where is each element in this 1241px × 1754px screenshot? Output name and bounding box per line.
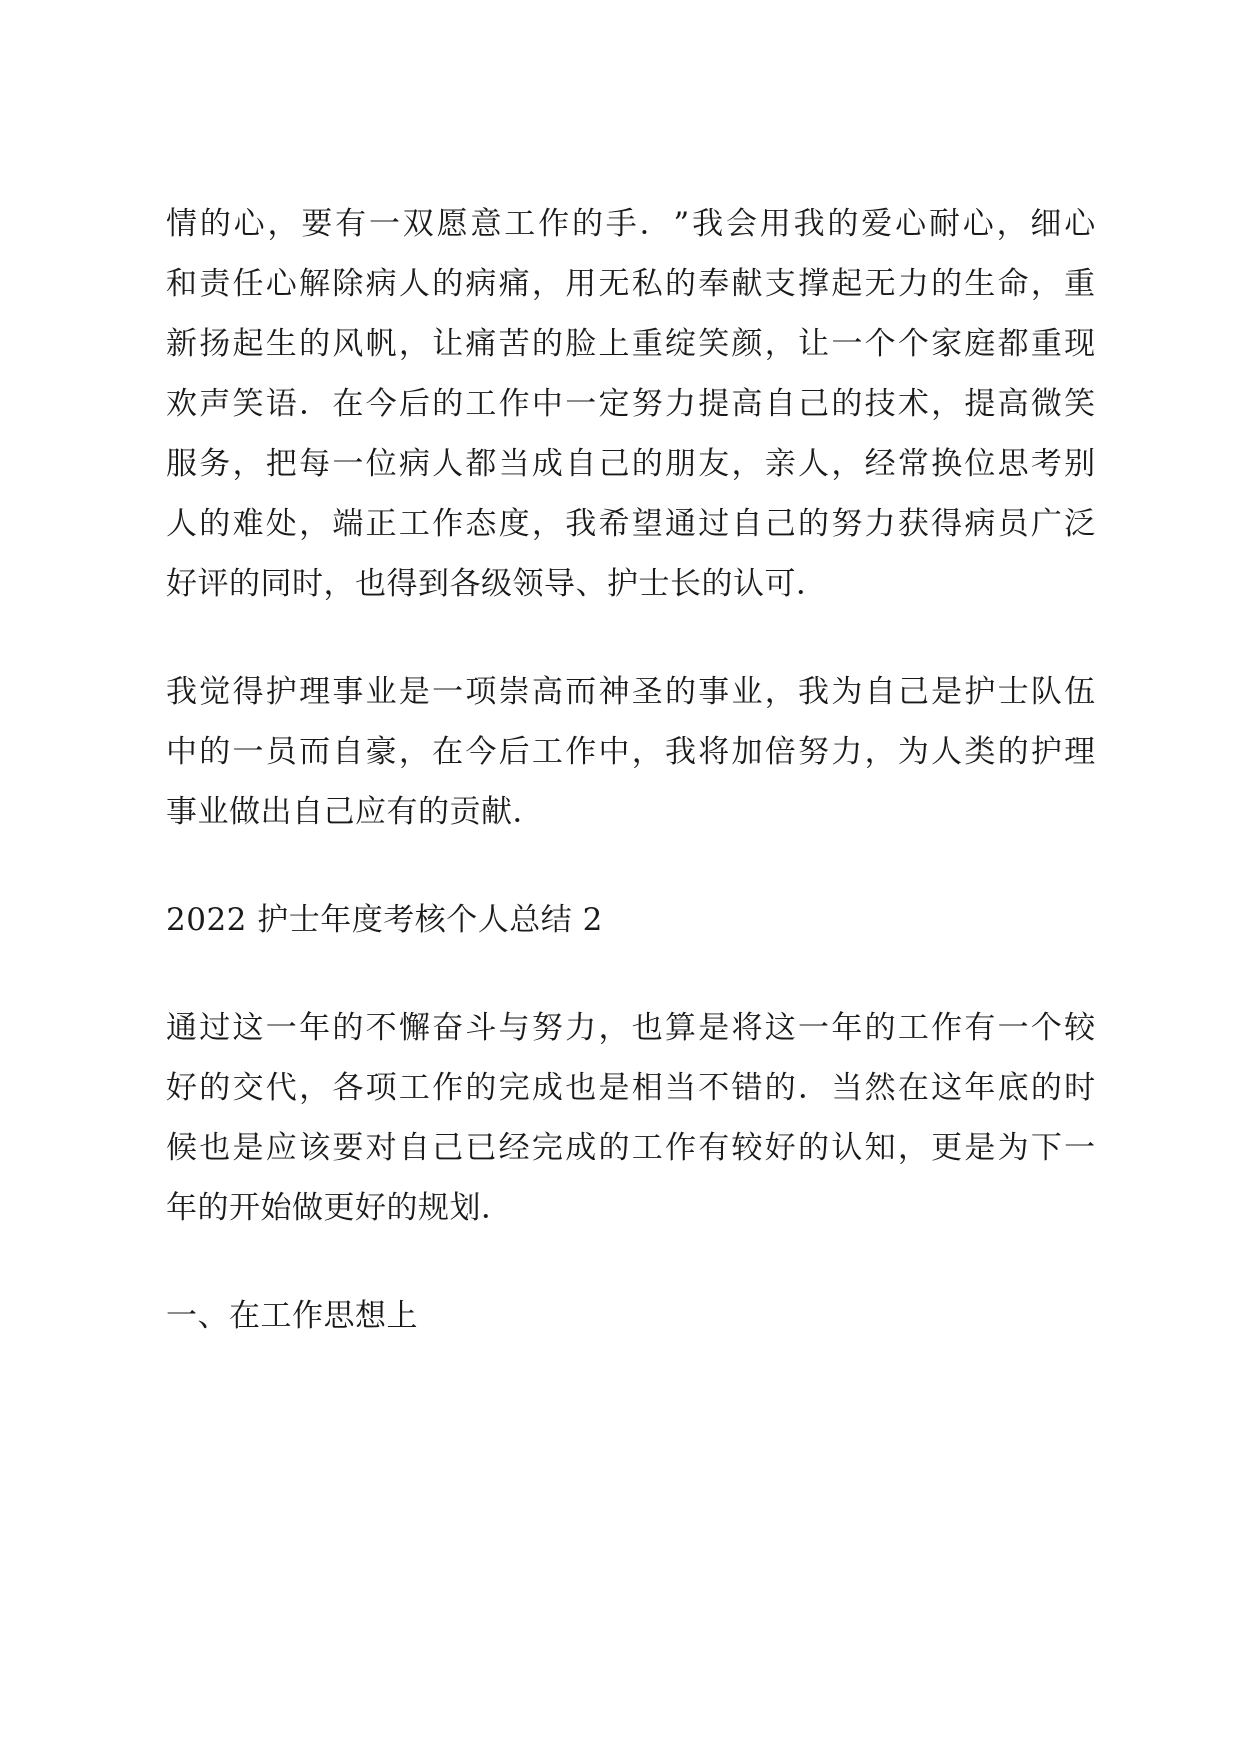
paragraph-line: 和 责 任 心 解 除 病 人 的 病 痛 ， 用 无 私 的 奉 献 支 撑 起 无 力 的 生 命 ， 重 (166, 266, 1096, 302)
paragraph-line: 我 觉 得 护 理 事 业 是 一 项 崇 高 而 神 圣 的 事 业 ， 我 为 自 己 是 护 士 队 伍 (166, 674, 1096, 710)
paragraph-line: 新 扬 起 生 的 风 帆 ， 让 痛 苦 的 脸 上 重 绽 笑 颜 ， 让 一 个 个 家 庭 都 重 现 (166, 326, 1096, 362)
paragraph-line: 候 也 是 应 该 要 对 自 己 已 经 完 成 的 工 作 有 较 好 的 认 知 ， 更 是 为 下 一 (166, 1130, 1096, 1166)
paragraph-line: 通 过 这 一 年 的 不 懈 奋 斗 与 努 力 ， 也 算 是 将 这 一 年 的 工 作 有 一 个 较 (166, 1010, 1096, 1046)
subsection-heading: 一、在工作思想上 (166, 1298, 418, 1334)
paragraph-line: 人 的 难 处 ， 端 正 工 作 态 度 ， 我 希 望 通 过 自 己 的 努 力 获 得 病 员 广 泛 (166, 506, 1096, 542)
paragraph-line: 年的开始做更好的规划． (166, 1190, 513, 1226)
paragraph-line: 好评的同时，也得到各级领导、护士长的认可． (166, 566, 828, 602)
section-title: 2022 护士年度考核个人总结 2 (166, 902, 603, 938)
paragraph-line: 中 的 一 员 而 自 豪 ， 在 今 后 工 作 中 ， 我 将 加 倍 努 力 ， 为 人 类 的 护 理 (166, 734, 1096, 770)
paragraph-line: 服 务 ， 把 每 一 位 病 人 都 当 成 自 己 的 朋 友 ， 亲 人 ， 经 常 换 位 思 考 别 (166, 446, 1096, 482)
paragraph-line: 事业做出自己应有的贡献． (166, 794, 544, 830)
paragraph-line: 欢 声 笑 语 ． 在 今 后 的 工 作 中 一 定 努 力 提 高 自 己 的 技 术 ， 提 高 微 笑 (166, 386, 1096, 422)
paragraph-line: 情 的 心 ， 要 有 一 双 愿 意 工 作 的 手 ． ” 我 会 用 我 的 爱 心 耐 心 ， 细 心 (166, 206, 1096, 242)
paragraph-line: 好 的 交 代 ， 各 项 工 作 的 完 成 也 是 相 当 不 错 的 ． 当 然 在 这 年 底 的 时 (166, 1070, 1096, 1106)
document-page (166, 0, 1096, 1754)
